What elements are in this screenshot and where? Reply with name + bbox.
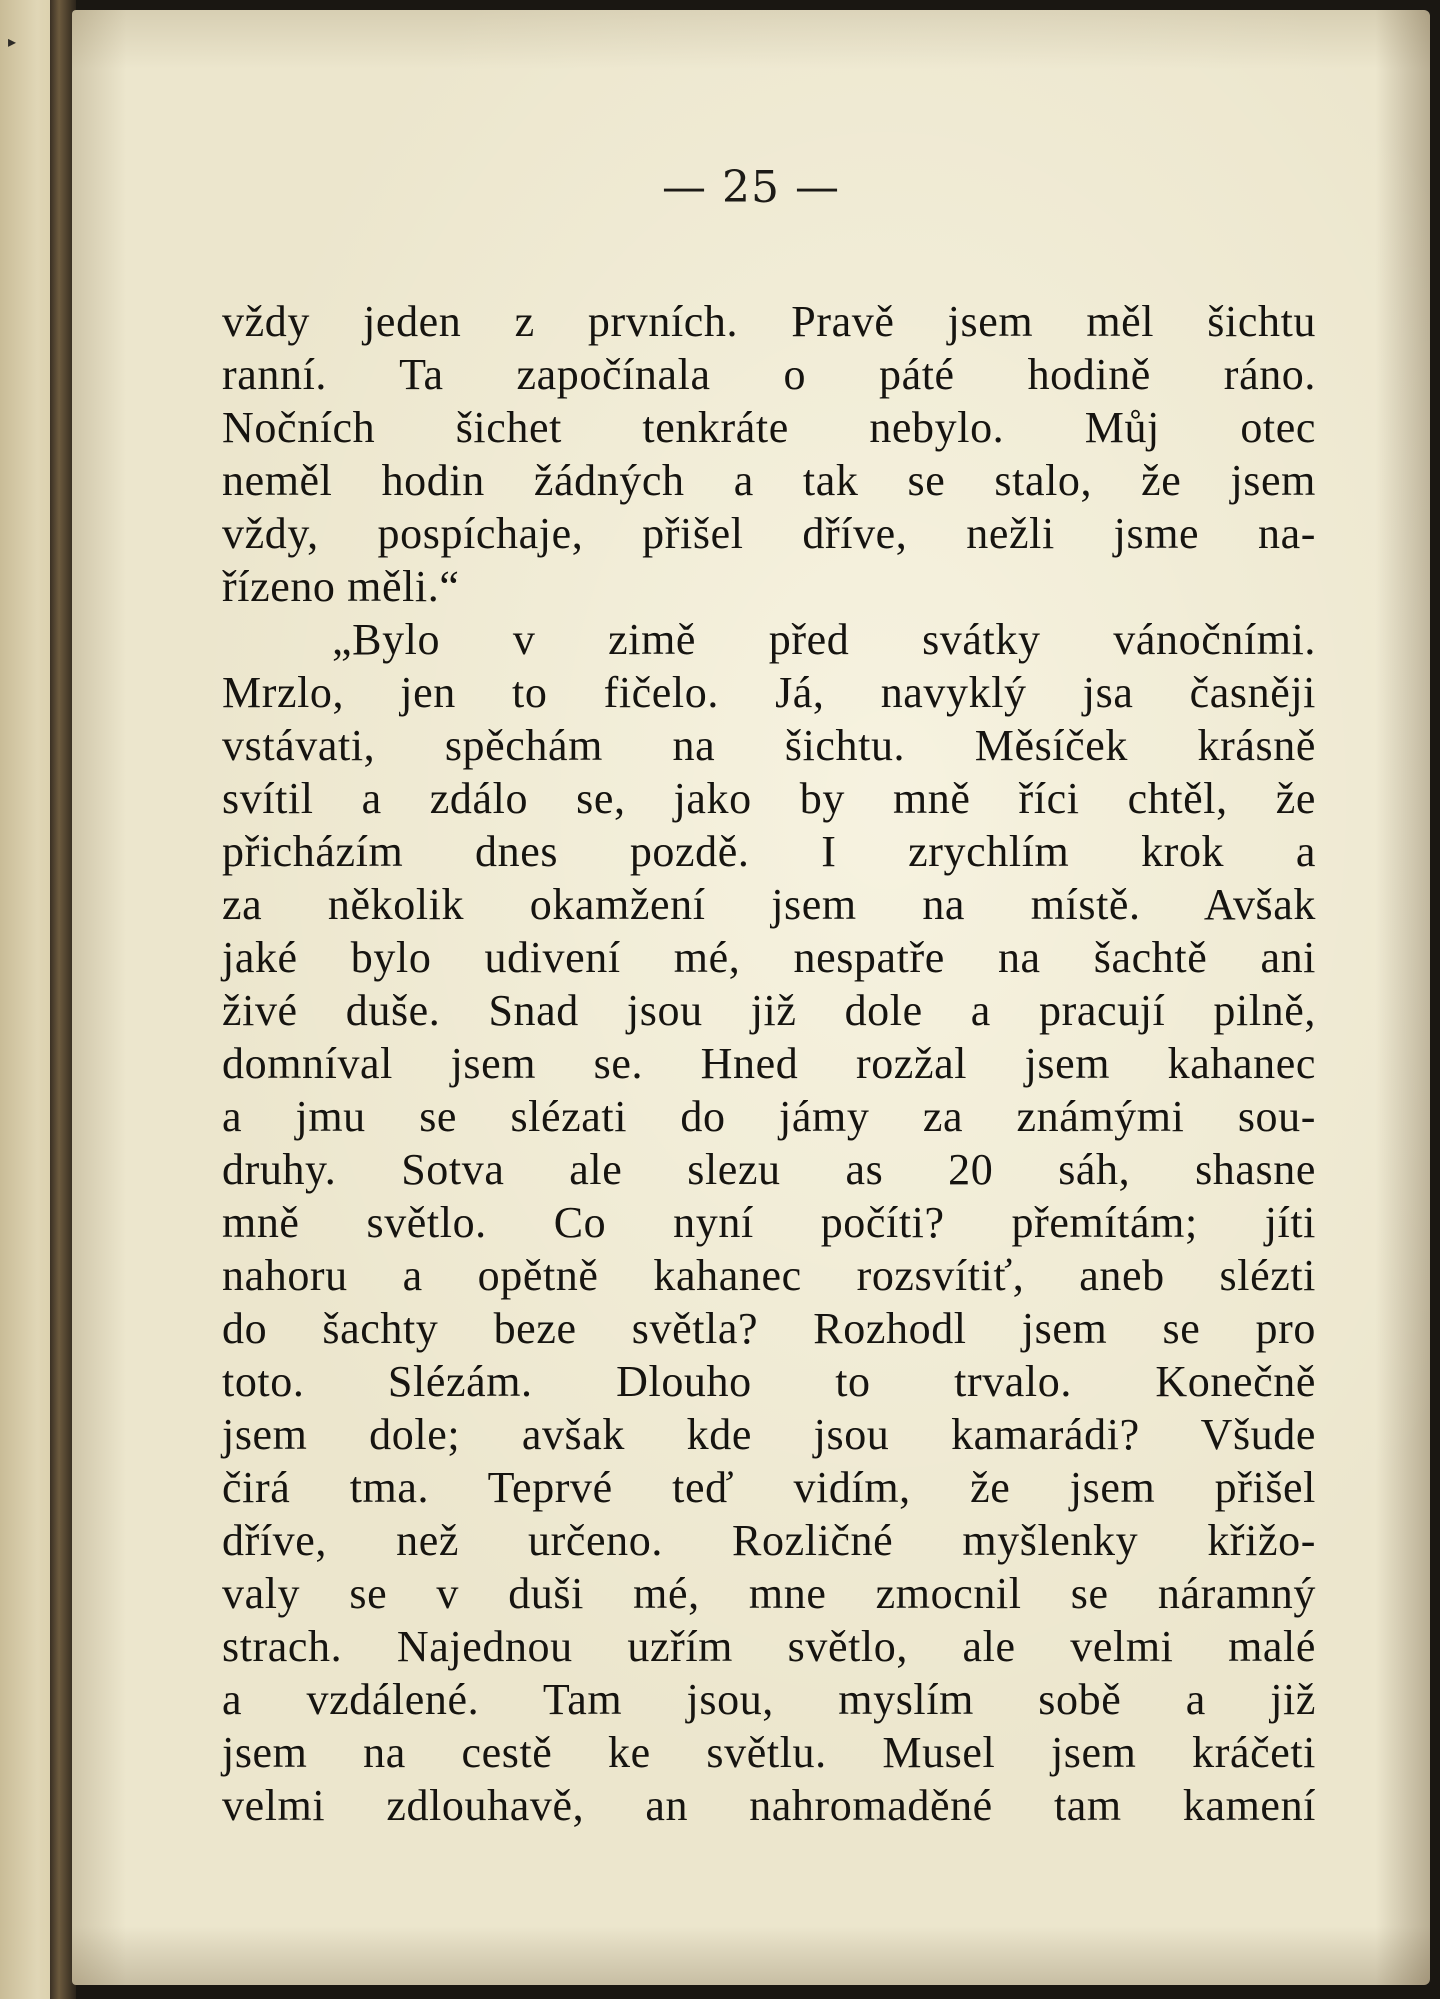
text-line: dříve, než určeno. Rozličné myšlenky křižo-	[222, 1516, 1316, 1565]
text-line: mně světlo. Co nyní počíti? přemítám; jíti	[222, 1198, 1316, 1247]
body-text	[222, 295, 1316, 1832]
text-line: domníval jsem se. Hned rozžal jsem kahanec	[222, 1039, 1316, 1088]
text-line: neměl hodin žádných a tak se stalo, že jsem	[222, 456, 1316, 505]
text-line: velmi zdlouhavě, an nahromaděné tam kamení	[222, 1781, 1316, 1830]
text-line: nahoru a opětně kahanec rozsvítiť, aneb slézti	[222, 1251, 1316, 1300]
text-line: do šachty beze světla? Rozhodl jsem se pro	[222, 1304, 1316, 1353]
text-line: za několik okamžení jsem na místě. Avšak	[222, 880, 1316, 929]
text-line: jsem dole; avšak kde jsou kamarádi? Všude	[222, 1410, 1316, 1459]
text-line: a vzdálené. Tam jsou, myslím sobě a již	[222, 1675, 1316, 1724]
text-line: Nočních šichet tenkráte nebylo. Můj otec	[222, 403, 1316, 452]
text-line: svítil a zdálo se, jako by mně říci chtěl, že	[222, 774, 1316, 823]
text-line: čirá tma. Teprvé teď vidím, že jsem přišel	[222, 1463, 1316, 1512]
text-line: strach. Najednou uzřím světlo, ale velmi malé	[222, 1622, 1316, 1671]
text-line: ranní. Ta započínala o páté hodině ráno.	[222, 350, 1316, 399]
text-line: toto. Slézám. Dlouho to trvalo. Konečně	[222, 1357, 1316, 1406]
margin-mark: ▸	[8, 32, 17, 51]
text-line: vždy jeden z prvních. Pravě jsem měl šichtu	[222, 297, 1316, 346]
text-line: Mrzlo, jen to fičelo. Já, navyklý jsa časněji	[222, 668, 1316, 717]
text-line: vstávati, spěchám na šichtu. Měsíček krásně	[222, 721, 1316, 770]
text-line: druhy. Sotva ale slezu as 20 sáh, shasne	[222, 1145, 1316, 1194]
text-line: jsem na cestě ke světlu. Musel jsem kráčeti	[222, 1728, 1316, 1777]
text-line: řízeno měli.“	[222, 562, 460, 611]
page-number: — 25 —	[662, 162, 840, 213]
text-line: přicházím dnes pozdě. I zrychlím krok a	[222, 827, 1316, 876]
text-line: „Bylo v zimě před svátky vánočními.	[332, 615, 1316, 664]
text-line: valy se v duši mé, mne zmocnil se náramný	[222, 1569, 1316, 1618]
text-line: vždy, pospíchaje, přišel dříve, nežli jsme na-	[222, 509, 1316, 558]
text-line: živé duše. Snad jsou již dole a pracují pilně,	[222, 986, 1316, 1035]
text-line: a jmu se slézati do jámy za známými sou-	[222, 1092, 1316, 1141]
book-page	[72, 10, 1430, 1985]
text-line: jaké bylo udivení mé, nespatře na šachtě ani	[222, 933, 1316, 982]
